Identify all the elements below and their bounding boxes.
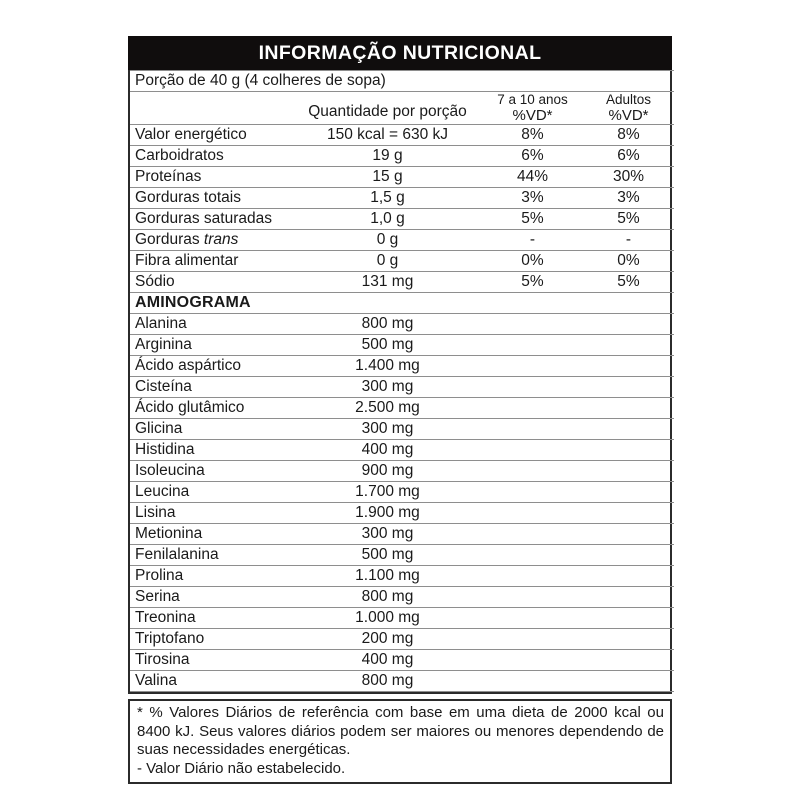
amino-acid-name: Lisina	[130, 503, 288, 524]
amino-acid-blank	[482, 356, 674, 377]
nutrient-amount: 15 g	[288, 167, 482, 188]
amino-acid-name: Metionina	[130, 524, 288, 545]
nutrient-vd-child: 3%	[482, 188, 578, 209]
aminogram-row	[130, 482, 674, 503]
nutrient-vd-adult: 30%	[578, 167, 674, 188]
amino-acid-amount: 300 mg	[288, 524, 482, 545]
header-vd-adult-pct: %VD*	[608, 107, 649, 124]
amino-acid-blank	[482, 377, 674, 398]
amino-acid-name: Treonina	[130, 608, 288, 629]
amino-acid-name: Histidina	[130, 440, 288, 461]
amino-acid-blank	[482, 335, 674, 356]
nutrient-amount: 0 g	[288, 251, 482, 272]
amino-acid-amount: 400 mg	[288, 650, 482, 671]
portion-text: Porção de 40 g (4 colheres de sopa)	[130, 71, 674, 92]
nutrition-row	[130, 167, 674, 188]
portion-row	[130, 71, 674, 92]
amino-acid-amount: 400 mg	[288, 440, 482, 461]
header-vd-adult-group: Adultos	[605, 92, 652, 107]
footnote-daily-values: * % Valores Diários de referência com base em uma dieta de 2000 kcal ou 8400 kJ. Seus valores diários podem ser maiores ou menores dependendo de suas necessidades energéticas.	[137, 704, 664, 758]
amino-acid-blank	[482, 650, 674, 671]
amino-acid-blank	[482, 671, 674, 692]
nutrient-name: Valor energético	[130, 125, 288, 146]
aminogram-row	[130, 629, 674, 650]
amino-acid-name: Glicina	[130, 419, 288, 440]
nutrient-amount: 0 g	[288, 230, 482, 251]
nutrition-row	[130, 188, 674, 209]
nutrition-row	[130, 146, 674, 167]
nutrient-vd-adult: 5%	[578, 209, 674, 230]
amino-acid-blank	[482, 461, 674, 482]
nutrition-row	[130, 125, 674, 146]
amino-acid-name: Arginina	[130, 335, 288, 356]
nutrient-vd-adult: 8%	[578, 125, 674, 146]
amino-acid-amount: 900 mg	[288, 461, 482, 482]
amino-acid-name: Cisteína	[130, 377, 288, 398]
nutrition-row	[130, 251, 674, 272]
label-title-band: INFORMAÇÃO NUTRICIONAL	[128, 36, 672, 70]
nutrient-vd-adult: 3%	[578, 188, 674, 209]
nutrient-vd-child: 5%	[482, 209, 578, 230]
aminogram-row	[130, 398, 674, 419]
amino-acid-blank	[482, 482, 674, 503]
amino-acid-amount: 1.100 mg	[288, 566, 482, 587]
amino-acid-amount: 800 mg	[288, 671, 482, 692]
amino-acid-name: Tirosina	[130, 650, 288, 671]
nutrient-vd-child: 44%	[482, 167, 578, 188]
aminogram-row	[130, 314, 674, 335]
nutrient-name: Proteínas	[130, 167, 288, 188]
amino-acid-blank	[482, 398, 674, 419]
amino-acid-blank	[482, 545, 674, 566]
nutrient-amount: 19 g	[288, 146, 482, 167]
amino-acid-name: Alanina	[130, 314, 288, 335]
footnote-not-established: - Valor Diário não estabelecido.	[137, 759, 346, 777]
nutrition-facts-label	[128, 36, 672, 784]
footnote-box	[128, 699, 672, 784]
header-blank	[130, 92, 288, 125]
aminogram-row	[130, 545, 674, 566]
amino-acid-amount: 800 mg	[288, 314, 482, 335]
amino-acid-blank	[482, 587, 674, 608]
amino-acid-name: Isoleucina	[130, 461, 288, 482]
nutrition-row	[130, 209, 674, 230]
header-vd-child-pct: %VD*	[512, 107, 553, 124]
aminogram-row	[130, 377, 674, 398]
aminogram-row	[130, 440, 674, 461]
nutrient-amount: 1,5 g	[288, 188, 482, 209]
nutrient-vd-child: 5%	[482, 272, 578, 293]
column-header-row	[130, 92, 674, 125]
amino-acid-amount: 300 mg	[288, 419, 482, 440]
amino-acid-blank	[482, 524, 674, 545]
nutrient-vd-child: -	[482, 230, 578, 251]
nutrient-name: Carboidratos	[130, 146, 288, 167]
amino-acid-blank	[482, 503, 674, 524]
aminogram-title: AMINOGRAMA	[130, 293, 674, 314]
nutrient-name-italic: trans	[203, 231, 239, 248]
aminogram-row	[130, 650, 674, 671]
nutrition-row	[130, 230, 674, 251]
header-vd-child-age: 7 a 10 anos	[497, 92, 568, 107]
nutrient-vd-adult: 5%	[578, 272, 674, 293]
amino-acid-name: Serina	[130, 587, 288, 608]
amino-acid-amount: 1.900 mg	[288, 503, 482, 524]
aminogram-row	[130, 461, 674, 482]
aminogram-row	[130, 671, 674, 692]
nutrition-table-box	[128, 70, 672, 694]
nutrient-vd-adult: 6%	[578, 146, 674, 167]
amino-acid-blank	[482, 566, 674, 587]
aminogram-row	[130, 608, 674, 629]
amino-acid-name: Leucina	[130, 482, 288, 503]
aminogram-row	[130, 524, 674, 545]
aminogram-header-row	[130, 293, 674, 314]
amino-acid-amount: 200 mg	[288, 629, 482, 650]
nutrition-row	[130, 272, 674, 293]
amino-acid-name: Ácido aspártico	[130, 356, 288, 377]
aminogram-row	[130, 566, 674, 587]
aminogram-row	[130, 503, 674, 524]
nutrient-amount: 131 mg	[288, 272, 482, 293]
amino-acid-amount: 1.700 mg	[288, 482, 482, 503]
nutrient-name: Gorduras totais	[130, 188, 288, 209]
amino-acid-amount: 500 mg	[288, 335, 482, 356]
amino-acid-name: Ácido glutâmico	[130, 398, 288, 419]
nutrient-name: Fibra alimentar	[130, 251, 288, 272]
aminogram-row	[130, 587, 674, 608]
amino-acid-amount: 2.500 mg	[288, 398, 482, 419]
amino-acid-blank	[482, 440, 674, 461]
aminogram-row	[130, 335, 674, 356]
amino-acid-amount: 500 mg	[288, 545, 482, 566]
nutrition-table	[130, 70, 674, 692]
nutrient-vd-child: 6%	[482, 146, 578, 167]
amino-acid-blank	[482, 629, 674, 650]
amino-acid-amount: 800 mg	[288, 587, 482, 608]
amino-acid-blank	[482, 419, 674, 440]
nutrient-amount: 1,0 g	[288, 209, 482, 230]
amino-acid-blank	[482, 314, 674, 335]
header-vd-child	[482, 92, 578, 125]
amino-acid-amount: 1.000 mg	[288, 608, 482, 629]
amino-acid-amount: 1.400 mg	[288, 356, 482, 377]
nutrient-amount: 150 kcal = 630 kJ	[288, 125, 482, 146]
header-vd-adult	[578, 92, 674, 125]
nutrient-name: Gorduras saturadas	[130, 209, 288, 230]
nutrient-vd-adult: 0%	[578, 251, 674, 272]
amino-acid-amount: 300 mg	[288, 377, 482, 398]
amino-acid-name: Fenilalanina	[130, 545, 288, 566]
header-amount-per-portion: Quantidade por porção	[288, 92, 482, 125]
amino-acid-blank	[482, 608, 674, 629]
amino-acid-name: Triptofano	[130, 629, 288, 650]
nutrient-name: Sódio	[130, 272, 288, 293]
aminogram-row	[130, 356, 674, 377]
nutrient-vd-child: 8%	[482, 125, 578, 146]
amino-acid-name: Prolina	[130, 566, 288, 587]
amino-acid-name: Valina	[130, 671, 288, 692]
nutrient-vd-adult: -	[578, 230, 674, 251]
nutrient-name: Gorduras trans	[130, 230, 288, 251]
nutrient-vd-child: 0%	[482, 251, 578, 272]
aminogram-row	[130, 419, 674, 440]
